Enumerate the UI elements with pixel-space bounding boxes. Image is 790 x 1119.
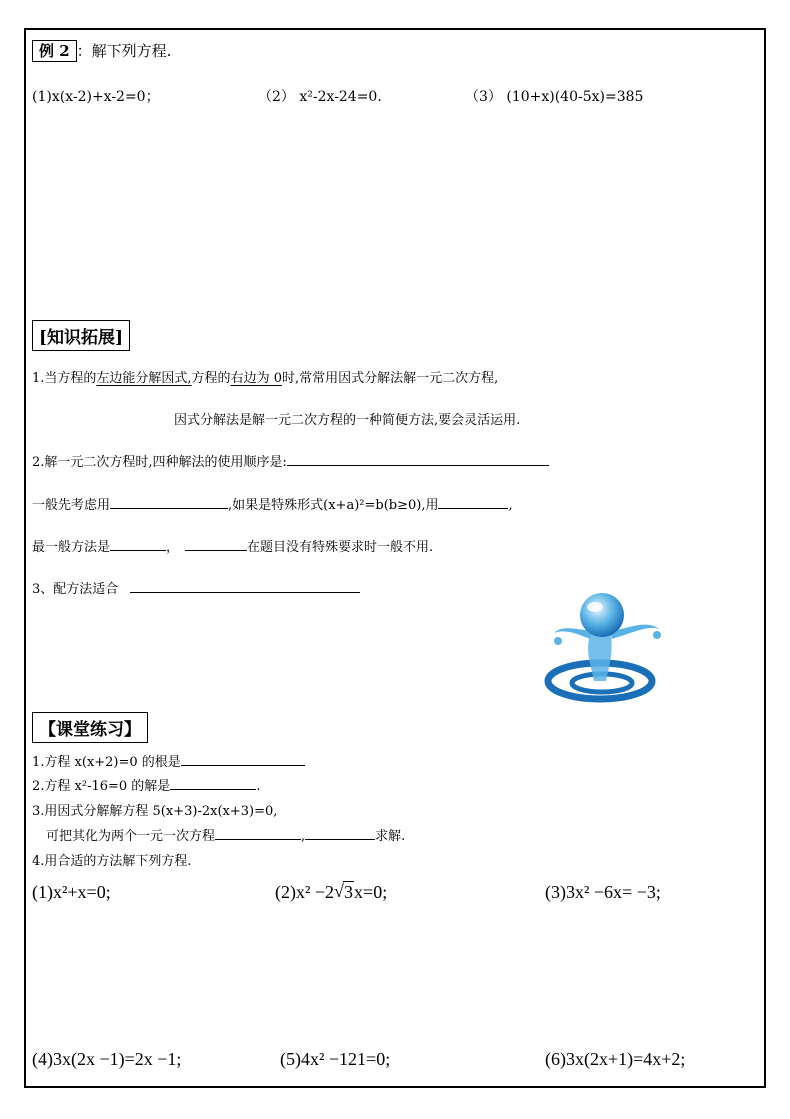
text: 求解.: [375, 829, 406, 844]
text: 时,常常用因式分解法解一元二次方程,: [281, 371, 499, 386]
text: 1.当方程的: [32, 371, 97, 386]
sqrt-symbol: [334, 882, 354, 903]
equation-3: (3)3x² −6x= −3;: [545, 882, 661, 902]
text: 1.方程 x(x+2)=0 的根是: [32, 755, 181, 770]
text: 一般先考虑用: [32, 498, 111, 513]
practice-q4: 4.用合适的方法解下列方程.: [32, 854, 192, 869]
text: 2.解一元二次方程时,四种解法的使用顺序是:: [32, 455, 287, 470]
knowledge-line-1-cont: 因式分解法是解一元二次方程的一种简便方法,要会灵活运用.: [174, 413, 521, 428]
text: ,如果是特殊形式(x+a)²=b(b≥0),用: [228, 498, 439, 513]
radicand: 3: [344, 882, 354, 902]
knowledge-line-3: [32, 494, 513, 513]
answer-blank[interactable]: [185, 536, 247, 551]
underlined-text: 右边为 0: [230, 371, 282, 386]
example-title: [32, 40, 171, 61]
answer-blank[interactable]: [215, 825, 301, 840]
answer-blank[interactable]: [170, 775, 256, 790]
example-instruction: ：解下列方程.: [76, 42, 172, 60]
practice-heading: 【课堂练习】: [32, 712, 148, 743]
answer-blank[interactable]: [110, 536, 166, 551]
text: 方程的: [191, 371, 231, 386]
practice-q3-cont: [46, 825, 405, 844]
knowledge-line-4: [32, 536, 433, 555]
example-problem-2: （2） x²-2x-24=0.: [258, 89, 382, 105]
text: (2)x² −2: [275, 882, 335, 902]
equation-4: (4)3x(2x −1)=2x −1;: [32, 1049, 182, 1069]
text: ,: [508, 498, 513, 513]
text: 3、配方法适合: [32, 582, 119, 597]
text: 在题目没有特殊要求时一般不用.: [247, 540, 434, 555]
text: 2.方程 x²-16=0 的解是: [32, 779, 171, 794]
answer-blank[interactable]: [130, 578, 360, 593]
text: 最一般方法是: [32, 540, 111, 555]
knowledge-line-2: [32, 451, 549, 470]
equation-5: (5)4x² −121=0;: [280, 1049, 391, 1069]
answer-blank[interactable]: [110, 494, 228, 509]
example-tag: 例 2: [32, 40, 77, 62]
text: 可把其化为两个一元一次方程: [46, 829, 216, 844]
practice-q2: [32, 775, 260, 794]
text: ,: [301, 829, 306, 844]
knowledge-line-1: [32, 367, 498, 386]
knowledge-line-5: [32, 578, 360, 597]
text: .: [256, 779, 261, 794]
equation-6: (6)3x(2x+1)=4x+2;: [545, 1049, 686, 1069]
worksheet-frame: [24, 28, 766, 1088]
equation-1: (1)x²+x=0;: [32, 882, 111, 902]
answer-blank[interactable]: [438, 494, 508, 509]
answer-blank[interactable]: [287, 451, 549, 466]
text: ，: [166, 540, 180, 555]
fountain-logo-icon: [540, 585, 672, 713]
example-problem-1: (1)x(x-2)+x-2=0；: [32, 89, 160, 105]
example-problem-3: （3） (10+x)(40-5x)=385: [465, 89, 644, 105]
equation-2: [275, 882, 387, 903]
knowledge-heading: [知识拓展]: [32, 320, 130, 351]
underlined-text: 左边能分解因式,: [96, 371, 192, 386]
practice-q3: 3.用因式分解解方程 5(x+3)-2x(x+3)=0,: [32, 804, 278, 819]
answer-blank[interactable]: [305, 825, 375, 840]
text: x=0;: [354, 882, 388, 902]
answer-blank[interactable]: [181, 751, 305, 766]
practice-q1: [32, 751, 305, 770]
